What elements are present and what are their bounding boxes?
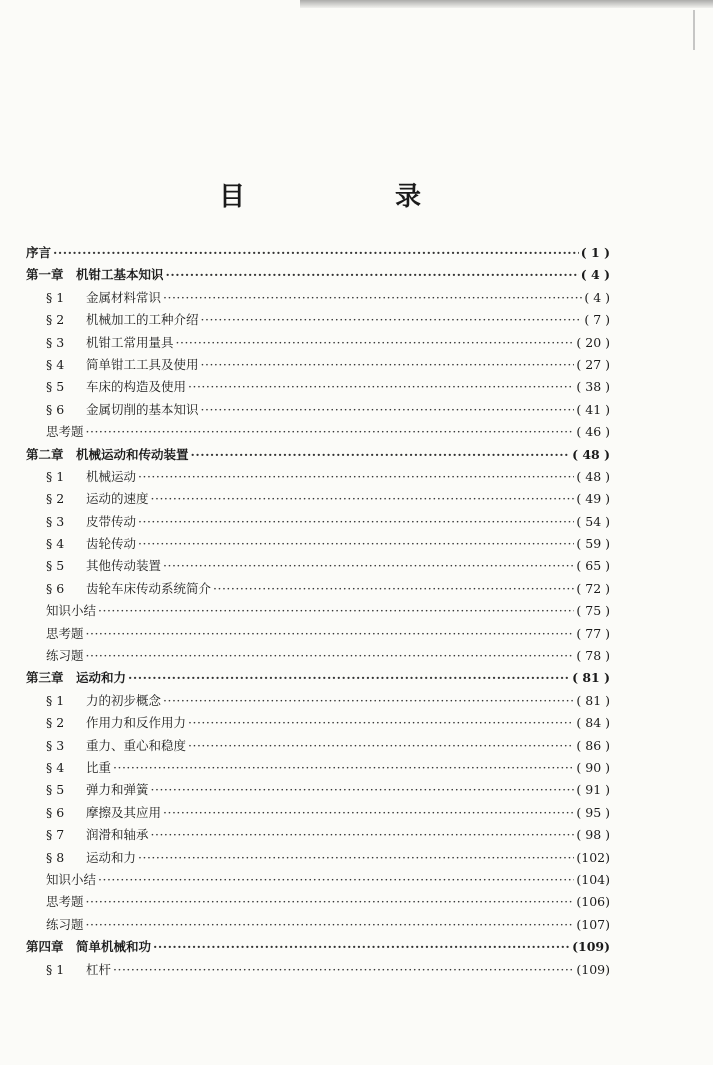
toc-section-row	[26, 825, 610, 847]
toc-entry-label: 金属材料常识	[86, 289, 162, 305]
toc-section-row	[26, 960, 610, 982]
toc-dot-leader	[86, 917, 575, 932]
toc-dot-leader	[163, 290, 582, 305]
toc-page-number: ( 75 )	[576, 603, 610, 619]
toc-page-number: ( 1 )	[580, 245, 610, 260]
toc-page-number: ( 72 )	[576, 580, 610, 596]
toc-section-number: § 4	[46, 759, 65, 775]
toc-section-row	[26, 736, 610, 758]
toc-section-row	[26, 333, 610, 355]
toc-entry-label: 运动的速度	[86, 491, 149, 507]
toc-dot-leader	[201, 402, 575, 417]
toc-entry-label: 思考题	[46, 894, 84, 910]
toc-section-row	[26, 713, 610, 735]
toc-section-row	[26, 758, 610, 780]
toc-section-number: § 1	[46, 692, 65, 708]
toc-page-number: ( 48 )	[572, 446, 610, 462]
scan-edge-mark	[693, 10, 695, 50]
toc-section-row	[26, 691, 610, 713]
toc-page-number: ( 48 )	[576, 468, 610, 484]
toc-entry-label: 其他传动装置	[86, 558, 162, 574]
toc-extra-row	[26, 422, 610, 444]
toc-dot-leader	[188, 379, 574, 394]
toc-entry-label: 杠杆	[86, 961, 112, 977]
toc-entry-label: 第三章 运动和力	[26, 670, 127, 686]
toc-entry-label: 第一章 机钳工基本知识	[26, 267, 164, 283]
toc-extra-row	[26, 915, 610, 937]
toc-dot-leader	[153, 939, 570, 954]
toc-section-number: § 5	[46, 558, 65, 574]
toc-chapter-row	[26, 265, 610, 287]
toc-section-row	[26, 355, 610, 377]
toc-page-number: ( 81 )	[572, 670, 610, 686]
toc-page-number: ( 78 )	[576, 648, 610, 664]
toc-dot-leader	[188, 738, 574, 753]
toc-section-row	[26, 848, 610, 870]
toc-dot-leader	[138, 850, 574, 865]
toc-section-number: § 1	[46, 468, 65, 484]
toc-entry-label: 机械运动	[86, 468, 137, 484]
toc-entry-label: 车床的构造及使用	[86, 379, 187, 395]
toc-page-number: ( 41 )	[576, 401, 610, 417]
toc-page-number: ( 4 )	[584, 289, 610, 305]
toc-entry-label: 摩擦及其应用	[86, 804, 162, 820]
toc-entry-label: 重力、重心和稳度	[86, 737, 187, 753]
toc-dot-leader	[163, 693, 574, 708]
toc-dot-leader	[163, 558, 574, 573]
toc-dot-leader	[53, 245, 579, 260]
toc-page-number: ( 90 )	[576, 759, 610, 775]
toc-dot-leader	[113, 962, 574, 977]
table-of-contents	[26, 243, 610, 982]
toc-section-row	[26, 288, 610, 310]
toc-section-number: § 3	[46, 513, 65, 529]
toc-section-number: § 4	[46, 356, 65, 372]
toc-entry-label: 运动和力	[86, 849, 137, 865]
toc-dot-leader	[201, 312, 583, 327]
toc-section-row	[26, 579, 610, 601]
toc-section-number: § 8	[46, 849, 65, 865]
toc-section-number: § 6	[46, 401, 65, 417]
toc-dot-leader	[86, 424, 575, 439]
toc-dot-leader	[191, 447, 571, 462]
toc-page-number: ( 49 )	[576, 491, 610, 507]
toc-entry-label: 简单钳工工具及使用	[86, 356, 199, 372]
toc-dot-leader	[86, 894, 575, 909]
toc-entry-label: 思考题	[46, 625, 84, 641]
toc-dot-leader	[176, 335, 575, 350]
toc-extra-row	[26, 601, 610, 623]
toc-entry-label: 金属切削的基本知识	[86, 401, 199, 417]
toc-section-number: § 4	[46, 536, 65, 552]
toc-page-number: (106)	[576, 894, 610, 910]
toc-dot-leader	[86, 626, 575, 641]
toc-dot-leader	[151, 782, 575, 797]
toc-dot-leader	[163, 805, 574, 820]
toc-entry-label: 第四章 简单机械和功	[26, 939, 152, 955]
toc-entry-label: 力的初步概念	[86, 692, 162, 708]
toc-section-row	[26, 780, 610, 802]
toc-page-number: ( 98 )	[576, 827, 610, 843]
toc-entry-label: 机械加工的工种介绍	[86, 312, 199, 328]
toc-entry-label: 思考题	[46, 424, 84, 440]
toc-dot-leader	[151, 827, 575, 842]
toc-dot-leader	[128, 670, 570, 685]
toc-entry-label: 知识小结	[46, 603, 97, 619]
toc-section-row	[26, 534, 610, 556]
toc-page-number: ( 20 )	[576, 334, 610, 350]
toc-entry-label: 齿轮车床传动系统简介	[86, 580, 212, 596]
toc-dot-leader	[151, 491, 575, 506]
toc-extra-row	[26, 624, 610, 646]
toc-dot-leader	[138, 469, 574, 484]
toc-section-number: § 2	[46, 491, 65, 507]
toc-extra-row	[26, 870, 610, 892]
toc-entry-label: 润滑和轴承	[86, 827, 149, 843]
toc-section-number: § 3	[46, 737, 65, 753]
toc-page-number: ( 81 )	[576, 692, 610, 708]
toc-chapter-row	[26, 937, 610, 959]
toc-page-number: ( 59 )	[576, 536, 610, 552]
toc-dot-leader	[86, 648, 575, 663]
toc-entry-label: 练习题	[46, 916, 84, 932]
toc-page-number: (102)	[576, 849, 610, 865]
toc-extra-row	[26, 646, 610, 668]
toc-dot-leader	[166, 267, 579, 282]
toc-page-number: ( 7 )	[584, 312, 610, 328]
toc-entry-label: 皮带传动	[86, 513, 137, 529]
toc-chapter-row	[26, 243, 610, 265]
toc-section-number: § 2	[46, 312, 65, 328]
toc-section-number: § 5	[46, 782, 65, 798]
toc-page-number: (109)	[572, 939, 610, 955]
toc-page-number: ( 46 )	[576, 424, 610, 440]
toc-entry-label: 齿轮传动	[86, 536, 137, 552]
toc-section-row	[26, 400, 610, 422]
toc-chapter-row	[26, 445, 610, 467]
toc-dot-leader	[213, 581, 574, 596]
toc-entry-label: 弹力和弹簧	[86, 782, 149, 798]
toc-section-row	[26, 377, 610, 399]
toc-page-number: ( 54 )	[576, 513, 610, 529]
scan-edge-shadow	[300, 0, 713, 8]
toc-page-number: ( 38 )	[576, 379, 610, 395]
toc-entry-label: 练习题	[46, 648, 84, 664]
toc-entry-label: 第二章 机械运动和传动装置	[26, 446, 189, 462]
toc-entry-label: 机钳工常用量具	[86, 334, 174, 350]
toc-dot-leader	[98, 872, 574, 887]
toc-entry-label: 作用力和反作用力	[86, 715, 187, 731]
toc-section-row	[26, 467, 610, 489]
toc-entry-label: 比重	[86, 759, 112, 775]
toc-page-number: ( 84 )	[576, 715, 610, 731]
toc-section-number: § 6	[46, 580, 65, 596]
toc-chapter-row	[26, 668, 610, 690]
toc-page-number: ( 95 )	[576, 804, 610, 820]
toc-section-number: § 6	[46, 804, 65, 820]
toc-section-number: § 3	[46, 334, 65, 350]
toc-page-number: (107)	[576, 916, 610, 932]
toc-entry-label: 序言	[26, 245, 52, 260]
toc-section-number: § 7	[46, 827, 65, 843]
toc-page-number: ( 91 )	[576, 782, 610, 798]
toc-page-number: ( 86 )	[576, 737, 610, 753]
toc-dot-leader	[138, 536, 574, 551]
toc-dot-leader	[113, 760, 574, 775]
toc-section-row	[26, 803, 610, 825]
toc-section-row	[26, 489, 610, 511]
toc-page-number: ( 77 )	[576, 625, 610, 641]
toc-page-number: ( 27 )	[576, 356, 610, 372]
toc-page-number: ( 65 )	[576, 558, 610, 574]
toc-page-number: (104)	[576, 871, 610, 887]
toc-section-row	[26, 512, 610, 534]
toc-dot-leader	[188, 715, 574, 730]
toc-section-row	[26, 310, 610, 332]
toc-page-number: ( 4 )	[580, 267, 610, 283]
toc-dot-leader	[98, 603, 574, 618]
toc-section-row	[26, 556, 610, 578]
toc-entry-label: 知识小结	[46, 871, 97, 887]
toc-dot-leader	[201, 357, 575, 372]
page-title: 目 录	[218, 182, 483, 212]
toc-dot-leader	[138, 514, 574, 529]
toc-section-number: § 5	[46, 379, 65, 395]
toc-section-number: § 2	[46, 715, 65, 731]
toc-page-number: (109)	[576, 961, 610, 977]
toc-section-number: § 1	[46, 961, 65, 977]
toc-extra-row	[26, 892, 610, 914]
toc-section-number: § 1	[46, 289, 65, 305]
